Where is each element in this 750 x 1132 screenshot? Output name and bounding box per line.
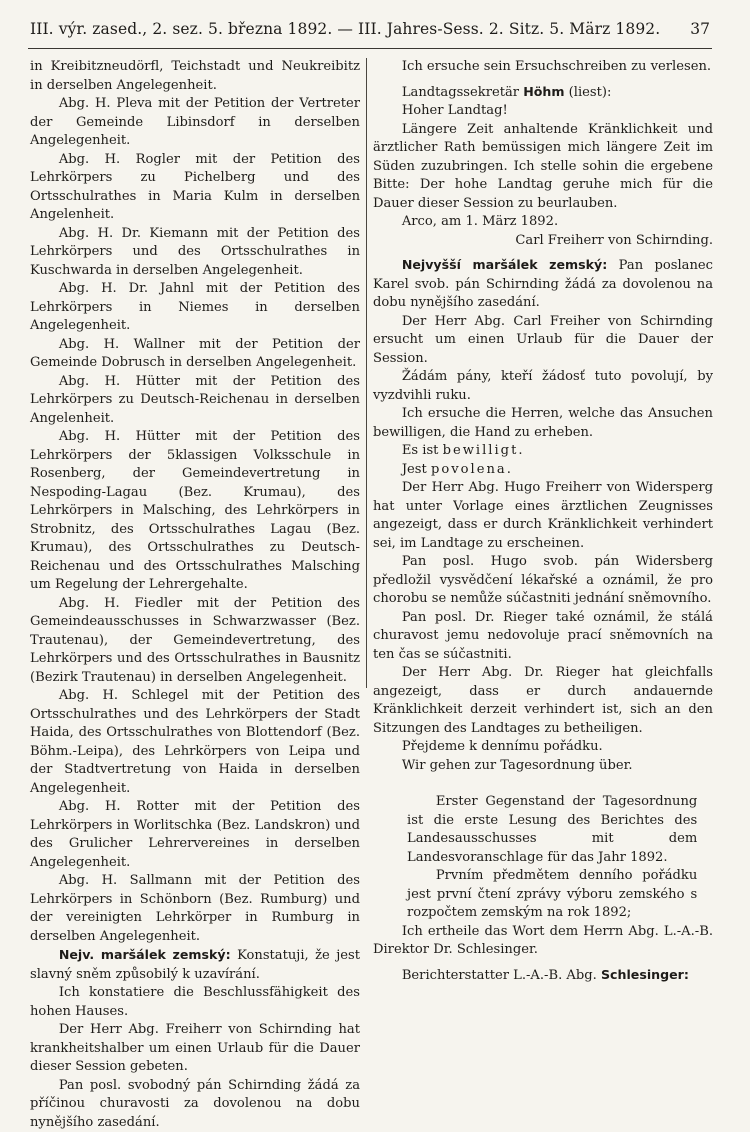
speaker-name: Schlesinger: — [600, 966, 689, 982]
text: Es ist — [401, 443, 443, 458]
paragraph: Abg. H. Schlegel mit der Petition des Ortsschulrathes und des Lehrkörpers der Stadt Haida, des Ortsschulrathes von Blottendorf (Bez. Böhm.-Leipa), des Lehrkörpers von Leipa und der Stadtvertretung von Haida in derselben Angelegenheit. — [30, 688, 360, 796]
paragraph: in Kreibitzneudörfl, Teichstadt und Neukreibitz in derselben Angelegenheit. — [30, 59, 360, 93]
running-head: III. výr. zased., 2. sez. 5. března 1892. — III. Jahres-Sess. 2. Sitz. 5. März 1892. — [30, 20, 661, 38]
spaced-text: povolena. — [430, 461, 513, 477]
paragraph: Abg. H. Fiedler mit der Petition des Gemeindeausschusses in Schwarzwasser (Bez. Trautenau), der Gemeindevertretung, des Lehrkörpers und des Ortsschulrathes in Bausnitz (Bezirk Trautenau) in derselben Angelegenheit. — [30, 595, 360, 685]
letter-date: Arco, am 1. März 1892. — [401, 214, 559, 229]
speaker-name: Nejv. maršálek zemský: — [58, 947, 231, 962]
agenda-item: Prvním předmětem denního pořádku jest první čtení zprávy výboru zemského s rozpočtem zemským na rok 1892; — [407, 868, 698, 920]
paragraph — [373, 461, 713, 480]
paragraph: Pan posl. Dr. Rieger také oznámil, že stálá churavost jemu nedovoluje prací sněmovních na ten čas se súčastniti. — [373, 609, 713, 662]
paragraph: Abg. H. Rotter mit der Petition des Lehrkörpers in Worlitschka (Bez. Landskron) und des Grulicher Lehrervereines in derselben Angelegenheit. — [30, 799, 360, 870]
paragraph: Abg. H. Dr. Kiemann mit der Petition des Lehrkörpers und des Ortsschulrathes in Kuschwarda in derselben Angelegenheit. — [30, 225, 360, 278]
speaker-label: Berichterstatter L.-A.-B. Abg. — [401, 967, 597, 983]
paragraph: Der Herr Abg. Dr. Rieger hat gleichfalls angezeigt, dass er durch andauernde Kränklichkeit derzeit verhindert ist, sich an den Sitzungen des Landtages zu betheiligen. — [373, 665, 713, 736]
paragraph: Ich ersuche sein Ersuchschreiben zu verlesen. — [401, 59, 712, 74]
left-column — [30, 58, 360, 1132]
letter-salutation: Hoher Landtag! — [401, 103, 508, 118]
paragraph — [373, 442, 713, 461]
letter-body: Längere Zeit anhaltende Kränklichkeit und ärztlicher Rath bemüssigen mich längere Zeit im Süden zuzubringen. Ich stelle sohin die ergebene Bitte: Der hohe Landtag geruhe mich für die Dauer dieser Session zu beurlauben. — [373, 121, 713, 211]
paragraph: Abg. H. Hütter mit der Petition des Lehrkörpers der 5klassigen Volksschule in Rosenberg, der Gemeindevertretung in Nespoding-Lagau (Bez. Krumau), des Lehrkörpers in Malsching, des Lehrkörpers in Strobnitz, des Ortsschulrathes Lagau (Bez. Krumau), des Ortsschulrathes zu Deutsch-Reichenau und des Ortsschulrathes Malsching um Regelung der Lehrergehalte. — [30, 429, 360, 592]
column-divider — [366, 58, 367, 688]
paragraph: Abg. H. Pleva mit der Petition der Vertreter der Gemeinde Libinsdorf in derselben Angelegenheit. — [30, 96, 360, 148]
spacer — [373, 775, 713, 793]
paragraph: Abg. H. Dr. Jahnl mit der Petition des Lehrkörpers in Niemes in derselben Angelegenheit. — [30, 281, 360, 333]
speaker-name: Höhm — [523, 83, 565, 99]
page-number: 37 — [690, 20, 710, 38]
header-rule — [28, 48, 712, 49]
paragraph: Der Herr Abg. Hugo Freiherr von Widersperg hat unter Vorlage eines ärztlichen Zeugnisses angezeigt, dass er durch Kränklichkeit verhindert sei, im Landtage zu erscheinen. — [373, 480, 713, 551]
speech-text: Konstatuji, že jest slavný sněm způsobilý k uzavírání. — [30, 948, 361, 982]
paragraph: Abg. H. Hütter mit der Petition des Lehrkörpers zu Deutsch-Reichenau in derselben Angelenheit. — [30, 373, 360, 426]
speech-paragraph — [373, 966, 713, 986]
paragraph: Der Herr Abg. Carl Freiher von Schirnding ersucht um einen Urlaub für die Dauer der Session. — [373, 313, 713, 366]
paragraph: Der Herr Abg. Freiherr von Schirnding hat krankheitshalber um einen Urlaub für die Dauer dieser Session gebeten. — [30, 1022, 360, 1074]
paragraph: Abg. H. Wallner mit der Petition der Gemeinde Dobrusch in derselben Angelegenheit. — [30, 336, 360, 370]
paragraph: Žádám pány, kteří žádosť tuto povolují, by vyzdvihli ruku. — [373, 369, 713, 403]
paragraph: Abg. H. Sallmann mit der Petition des Lehrkörpers in Schönborn (Bez. Rumburg) und der vereinigten Lehrkörper in Rumburg in derselben Angelegenheit. — [30, 873, 360, 944]
paragraph: Přejdeme k dennímu pořádku. — [401, 739, 603, 754]
agenda-item: Erster Gegenstand der Tagesordnung ist die erste Lesung des Berichtes des Landesausschusses mit dem Landesvoranschlage für das Jahr 1892. — [407, 794, 698, 865]
spaced-text: bewilligt. — [442, 443, 525, 458]
speech-text: (liest): — [564, 84, 612, 100]
paragraph: Abg. H. Rogler mit der Petition des Lehrkörpers zu Pichelberg und des Ortsschulrathes in Maria Kulm in derselben Angelenheit. — [30, 151, 360, 222]
speech-paragraph — [373, 83, 713, 103]
page-header — [30, 16, 710, 42]
letter-signature: Carl Freiherr von Schirnding. — [515, 232, 713, 248]
speaker-name: Nejvyšší maršálek zemský: — [401, 257, 608, 272]
paragraph: Ich ersuche die Herren, welche das Ansuchen bewilligen, die Hand zu erheben. — [373, 406, 713, 440]
paragraph: Ich konstatiere die Beschlussfähigkeit des hohen Hauses. — [30, 985, 360, 1019]
speech-paragraph — [373, 256, 713, 313]
speaker-label: Landtagssekretär — [401, 84, 520, 100]
right-column — [373, 58, 713, 985]
paragraph: Wir gehen zur Tagesordnung über. — [401, 757, 633, 773]
text: Jest — [401, 461, 431, 477]
speech-text: Pan poslanec Karel svob. pán Schirnding žádá za dovolenou na dobu nynějšího zasedání. — [373, 258, 713, 310]
speech-paragraph — [30, 946, 360, 984]
paragraph: Pan posl. svobodný pán Schirnding žádá za příčinou churavosti za dovolenou na dobu nynějšího zasedání. — [30, 1077, 360, 1130]
paragraph: Pan posl. Hugo svob. pán Widersberg předložil vysvědčení lékařské a oznámil, že pro chorobu se nemůže súčastniti jednání sněmovního. — [373, 554, 713, 606]
paragraph: Ich ertheile das Wort dem Herrn Abg. L.-A.-B. Direktor Dr. Schlesinger. — [373, 923, 713, 957]
